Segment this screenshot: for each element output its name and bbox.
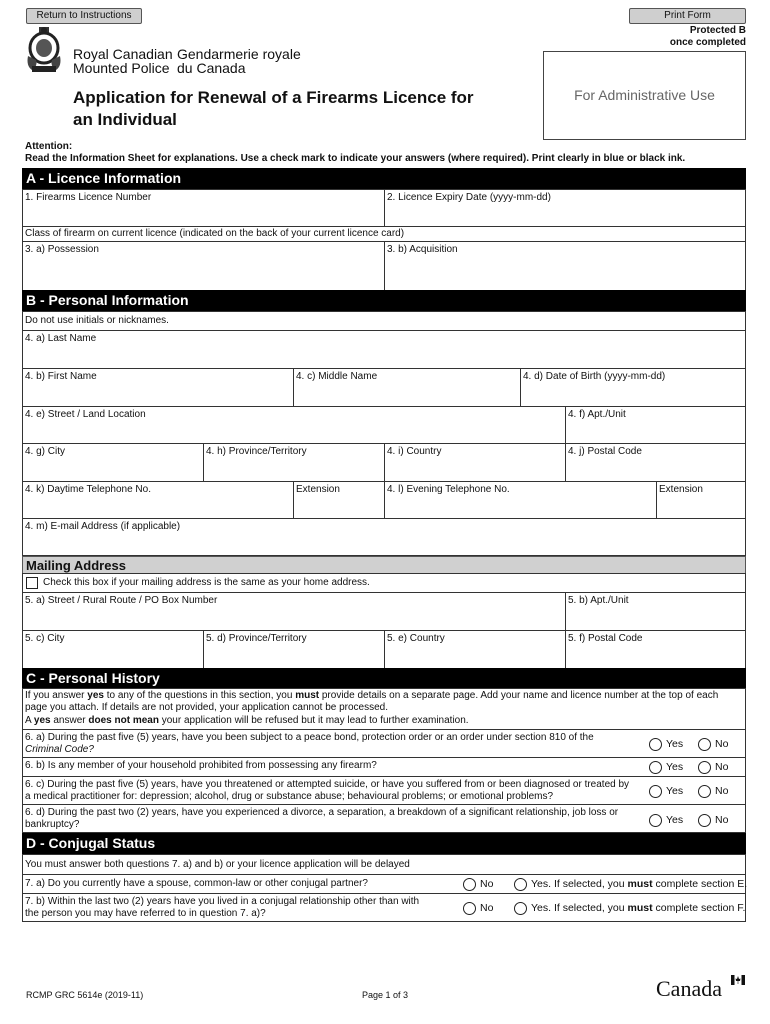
q6b-yes-radio[interactable]: Yes (649, 760, 683, 774)
section-d-header: D - Conjugal Status (22, 833, 746, 854)
canada-flag-icon (731, 975, 745, 985)
attention-label: Attention: (25, 141, 73, 152)
province-territory-field[interactable]: 4. h) Province/Territory (203, 443, 385, 482)
licence-expiry-date-field[interactable]: 2. Licence Expiry Date (yyyy-mm-dd) (384, 189, 746, 227)
mailing-address-header: Mailing Address (22, 556, 746, 574)
apt-unit-field[interactable]: 4. f) Apt./Unit (565, 406, 746, 444)
q6c-no-radio[interactable]: No (698, 784, 728, 798)
possession-field[interactable]: 3. a) Possession (22, 241, 385, 291)
mailing-apt-unit-field[interactable]: 5. b) Apt./Unit (565, 592, 746, 631)
return-to-instructions-button[interactable]: Return to Instructions (26, 8, 142, 24)
page-number: Page 1 of 3 (362, 990, 409, 1000)
page-title: Application for Renewal of a Firearms Licence for an Individual (73, 88, 474, 129)
administrative-use-box (543, 51, 746, 140)
country-field[interactable]: 4. i) Country (384, 443, 566, 482)
mailing-postal-code-field[interactable]: 5. f) Postal Code (565, 630, 746, 669)
q7a-no-radio[interactable]: No (463, 877, 493, 891)
protected-b-text: Protected B (689, 25, 746, 36)
last-name-field[interactable]: 4. a) Last Name (22, 330, 746, 369)
org-name-french: Gendarmerie royale du Canada (177, 46, 301, 76)
canada-wordmark: Canada (656, 976, 722, 1001)
mailing-province-field[interactable]: 5. d) Province/Territory (203, 630, 385, 669)
administrative-use-label: For Administrative Use (574, 87, 715, 103)
instructions-text: Read the Information Sheet for explanations. Use a check mark to indicate your answers (where required). Print clearly in blue or black ink. (25, 153, 686, 164)
conjugal-status-note: You must answer both questions 7. a) and b) or your licence application will be delayed (22, 854, 746, 875)
evening-telephone-field[interactable]: 4. l) Evening Telephone No. (384, 481, 657, 519)
personal-history-intro: If you answer yes to any of the questions in this section, you must provide details on a separate page. Add your name and licence number at the top of each page you attach. If details are not provided, your application cannot be processed. A yes answer does not mean your application will be refused but it may lead to further examination. (22, 688, 746, 730)
q7a-yes-radio[interactable]: Yes. If selected, you must complete section E. (514, 877, 747, 891)
firearms-licence-number-field[interactable]: 1. Firearms Licence Number (22, 189, 385, 227)
street-land-location-field[interactable]: 4. e) Street / Land Location (22, 406, 566, 444)
q6b-no-radio[interactable]: No (698, 760, 728, 774)
protected-label (670, 25, 746, 49)
email-address-field[interactable]: 4. m) E-mail Address (if applicable) (22, 518, 746, 556)
middle-name-field[interactable]: 4. c) Middle Name (293, 368, 521, 407)
question-6c-row: 6. c) During the past five (5) years, have you threatened or attempted suicide, or have you suffered from or been diagnosed or treated by a medical practitioner for: depression; alcohol, drug or substance abuse; behavioural problems; or emotional problems? Yes No (22, 776, 746, 805)
same-address-label: Check this box if your mailing address is the same as your home address. (43, 577, 370, 588)
mailing-street-field[interactable]: 5. a) Street / Rural Route / PO Box Number (22, 592, 566, 631)
city-field[interactable]: 4. g) City (22, 443, 204, 482)
q6a-yes-radio[interactable]: Yes (649, 737, 683, 751)
rcmp-crest-icon (24, 26, 64, 74)
q6d-no-radio[interactable]: No (698, 813, 728, 827)
mailing-country-field[interactable]: 5. e) Country (384, 630, 566, 669)
section-a-header: A - Licence Information (22, 168, 746, 189)
q7b-no-radio[interactable]: No (463, 901, 493, 915)
section-c-header: C - Personal History (22, 668, 746, 689)
mailing-city-field[interactable]: 5. c) City (22, 630, 204, 669)
no-initials-note: Do not use initials or nicknames. (22, 311, 746, 331)
q6d-yes-radio[interactable]: Yes (649, 813, 683, 827)
question-7a-row: 7. a) Do you currently have a spouse, common-law or other conjugal partner? No Yes. If selected, you must complete section E. (22, 874, 746, 894)
org-name-english: Royal Canadian Mounted Police (73, 46, 173, 76)
same-address-row (22, 573, 746, 593)
q7b-yes-radio[interactable]: Yes. If selected, you must complete section F. (514, 901, 745, 915)
section-b-header: B - Personal Information (22, 290, 746, 311)
first-name-field[interactable]: 4. b) First Name (22, 368, 294, 407)
postal-code-field[interactable]: 4. j) Postal Code (565, 443, 746, 482)
once-completed-text: once completed (669, 37, 746, 48)
acquisition-field[interactable]: 3. b) Acquisition (384, 241, 746, 291)
question-6a-row: 6. a) During the past five (5) years, have you been subject to a peace bond, protection order or an order under section 810 of the Criminal Code? Yes No (22, 729, 746, 758)
print-form-button[interactable]: Print Form (629, 8, 746, 24)
q6a-no-radio[interactable]: No (698, 737, 728, 751)
question-6b-row: 6. b) Is any member of your household prohibited from possessing any firearm? Yes No (22, 757, 746, 777)
q6c-yes-radio[interactable]: Yes (649, 784, 683, 798)
question-6d-row: 6. d) During the past two (2) years, have you experienced a divorce, a separation, a breakdown of a significant relationship, job loss or bankruptcy? Yes No (22, 804, 746, 833)
class-of-firearm-note: Class of firearm on current licence (indicated on the back of your current licence card) (22, 226, 746, 242)
daytime-extension-field[interactable]: Extension (293, 481, 385, 519)
form-number: RCMP GRC 5614e (2019-11) (26, 990, 144, 1000)
attention-block (25, 141, 685, 165)
same-address-checkbox[interactable] (26, 577, 38, 589)
date-of-birth-field[interactable]: 4. d) Date of Birth (yyyy-mm-dd) (520, 368, 746, 407)
daytime-telephone-field[interactable]: 4. k) Daytime Telephone No. (22, 481, 294, 519)
question-7b-row: 7. b) Within the last two (2) years have you lived in a conjugal relationship other than with the person you may have referred to in question 7. a)? No Yes. If selected, you must complete section F. (22, 893, 746, 922)
evening-extension-field[interactable]: Extension (656, 481, 746, 519)
